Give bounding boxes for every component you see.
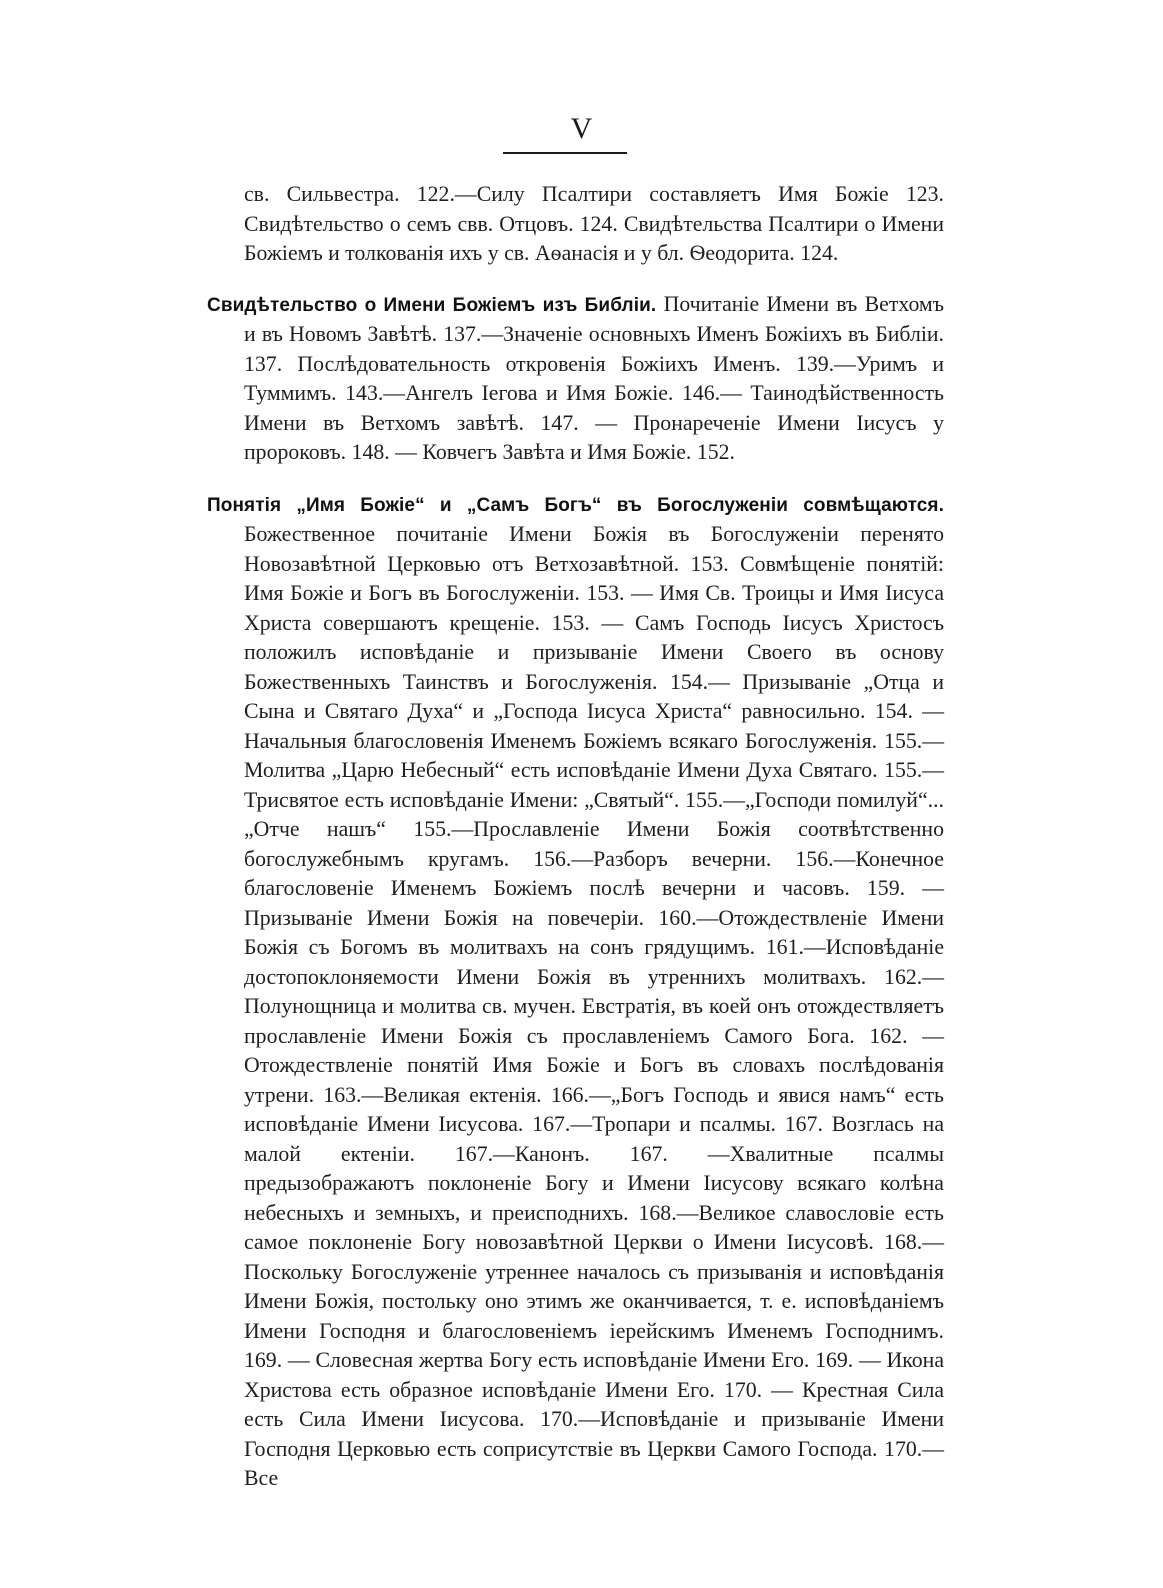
section-liturgy-heading: Понятія „Имя Божіе“ и „Самъ Богъ“ въ Богослуженіи совмѣщаются. xyxy=(207,494,944,516)
paragraph-gap xyxy=(207,468,944,490)
section-bible xyxy=(207,290,944,468)
section-liturgy-body: Божественное почитаніе Имени Божія въ Богослуженіи перенято Новозавѣтной Церковью отъ Ветхозавѣтной. 153. Совмѣщеніе понятій: Имя Божіе и Богъ въ Богослуженіи. 153. — Имя Св. Троицы и Имя Іисуса Христа совершаютъ крещеніе. 153. — Самъ Господь Іисусъ Христосъ положилъ исповѣданіе и призываніе Имени Своего въ основу Божественныхъ Таинствъ и Богослуженія. 154.— Призываніе „Отца и Сына и Святаго Духа“ и „Господа Іисуса Христа“ равносильно. 154. — Начальныя благословенія Именемъ Божіемъ всякаго Богослуженія. 155.—Молитва „Царю Небесный“ есть исповѣданіе Имени Духа Святаго. 155.—Трисвятое есть исповѣданіе Имени: „Святый“. 155.—„Господи помилуй“... „Отче нашъ“ 155.—Прославленіе Имени Божія соотвѣтственно богослужебнымъ кругамъ. 156.—Разборъ вечерни. 156.—Конечное благословеніе Именемъ Божіемъ послѣ вечерни и часовъ. 159. — Призываніе Имени Божія на повечеріи. 160.—Отождествленіе Имени Божія съ Богомъ въ молитвахъ на сонъ грядущимъ. 161.—Исповѣданіе достопоклоняемости Имени Божія въ утреннихъ молитвахъ. 162.—Полунощница и молитва св. мучен. Евстратія, въ коей онъ отождествляетъ прославленіе Имени Божія съ прославленіемъ Самого Бога. 162. — Отождествленіе понятій Имя Божіе и Богъ въ словахъ послѣдованія утрени. 163.—Великая ектенія. 166.—„Богъ Господь и явися намъ“ есть исповѣданіе Имени Іисусова. 167.—Тропари и псалмы. 167. Возглась на малой ектеніи. 167.—Канонъ. 167. —Хвалитные псалмы предызображаютъ поклоненіе Богу и Имени Іисусову всякаго колѣна небесныхъ и земныхъ, и преисподнихъ. 168.—Великое славословіе есть самое поклоненіе Богу новозавѣтной Церкви о Имени Іисусовѣ. 168.— Поскольку Богослуженіе утреннее началось съ призыванія и исповѣданія Имени Божія, постольку оно этимъ же оканчивается, т. е. исповѣданіемъ Имени Господня и благословеніемъ іерейскимъ Именемъ Господнимъ. 169. — Словесная жертва Богу есть исповѣданіе Имени Его. 169. — Икона Христова есть образное исповѣданіе Имени Его. 170. — Крестная Сила есть Сила Имени Іисусова. 170.—Исповѣданіе и призываніе Имени Господня Церковью есть соприсутствіе въ Церкви Самого Господа. 170.—Все xyxy=(244,522,944,1490)
page-header xyxy=(0,112,1163,146)
table-of-contents-text xyxy=(207,180,944,1494)
section-bible-heading: Свидѣтельство о Имени Божіемъ изъ Библіи. xyxy=(207,294,657,316)
continuation-paragraph: св. Сильвестра. 122.—Силу Псалтири составляетъ Имя Божіе 123. Свидѣтельство о семъ свв. Отцовъ. 124. Свидѣтельства Псалтири о Имени Божіемъ и толкованія ихъ у св. Аѳанасія и у бл. Ѳеодорита. 124. xyxy=(244,182,944,265)
page-number: V xyxy=(570,112,593,145)
section-bible-body: Почитаніе Имени въ Ветхомъ и въ Новомъ Завѣтѣ. 137.—Значеніе основныхъ Именъ Божіихъ въ Библіи. 137. Послѣдовательность откровенія Божіихъ Именъ. 139.—Уримъ и Туммимъ. 143.—Ангелъ Іегова и Имя Божіе. 146.— Таинодѣйственность Имени въ Ветхомъ завѣтѣ. 147. — Пронареченіе Имени Іисусъ у пророковъ. 148. — Ковчегъ Завѣта и Имя Божіе. 152. xyxy=(244,291,944,464)
section-liturgy xyxy=(207,490,944,1494)
header-rule xyxy=(503,152,627,154)
paragraph-gap xyxy=(207,269,944,290)
